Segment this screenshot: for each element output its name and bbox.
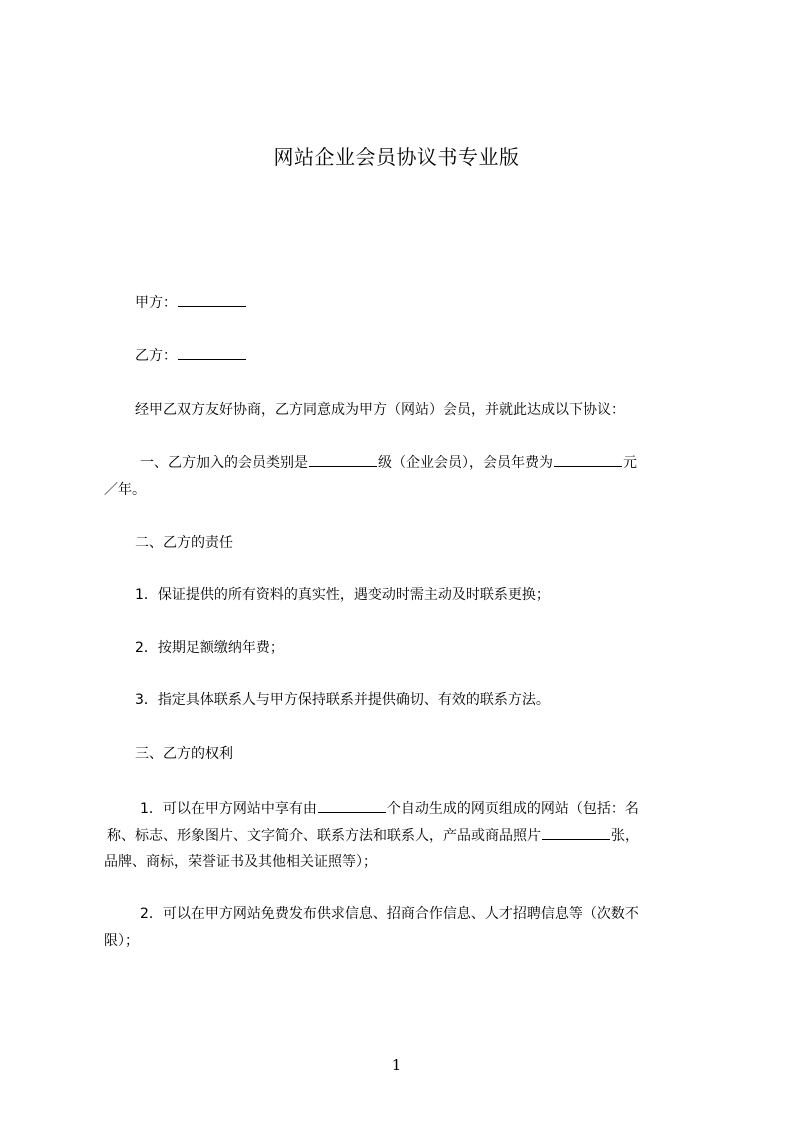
clause1-text-c: 元 xyxy=(623,455,637,471)
section3-item1-line2-text-b: 张， xyxy=(611,828,639,844)
membership-level-blank xyxy=(309,452,377,467)
party-a-line xyxy=(135,292,247,313)
section3-item1-line3: 品牌、商标，荣誉证书及其他相关证照等）； xyxy=(104,854,377,870)
clause1-text-b: 级（企业会员），会员年费为 xyxy=(378,455,553,471)
intro-paragraph: 经甲乙双方友好协商，乙方同意成为甲方（网站）会员，并就此达成以下协议： xyxy=(135,402,625,418)
photo-count-blank xyxy=(542,825,610,840)
section3-item2-line2: 限）； xyxy=(104,933,139,949)
clause1-line2: ／年。 xyxy=(104,482,146,498)
document-title: 网站企业会员协议书专业版 xyxy=(273,145,520,169)
party-b-label: 乙方： xyxy=(135,348,177,364)
section3-heading: 三、乙方的权利 xyxy=(135,746,233,762)
section3-item1-text-b: 个自动生成的网页组成的网站（包括：名 xyxy=(386,801,639,817)
section3-item2-line1: 2．可以在甲方网站免费发布供求信息、招商合作信息、人才招聘信息等（次数不 xyxy=(140,906,639,922)
clause1-line1 xyxy=(140,452,637,473)
section3-item1-text-a: 1．可以在甲方网站中享有由 xyxy=(140,801,317,817)
page-number: 1 xyxy=(391,1056,402,1074)
section3-item1-line2-text-a: 称、标志、形象图片、文字简介、联系方法和联系人，产品或商品照片 xyxy=(107,828,541,844)
clause1-text-a: 一、乙方加入的会员类别是 xyxy=(140,455,308,471)
party-a-label: 甲方： xyxy=(135,295,177,311)
party-b-blank xyxy=(178,345,246,360)
party-a-blank xyxy=(178,292,246,307)
section3-item1-line1 xyxy=(140,798,639,819)
party-b-line xyxy=(135,345,247,366)
section2-item1: 1．保证提供的所有资料的真实性，遇变动时需主动及时联系更换； xyxy=(135,587,550,603)
annual-fee-blank xyxy=(554,452,622,467)
section2-heading: 二、乙方的责任 xyxy=(135,535,233,551)
page-count-blank xyxy=(318,798,386,813)
section3-item1-line2 xyxy=(107,825,639,846)
section2-item3: 3．指定具体联系人与甲方保持联系并提供确切、有效的联系方法。 xyxy=(135,692,550,708)
section2-item2: 2．按期足额缴纳年费； xyxy=(135,640,284,656)
